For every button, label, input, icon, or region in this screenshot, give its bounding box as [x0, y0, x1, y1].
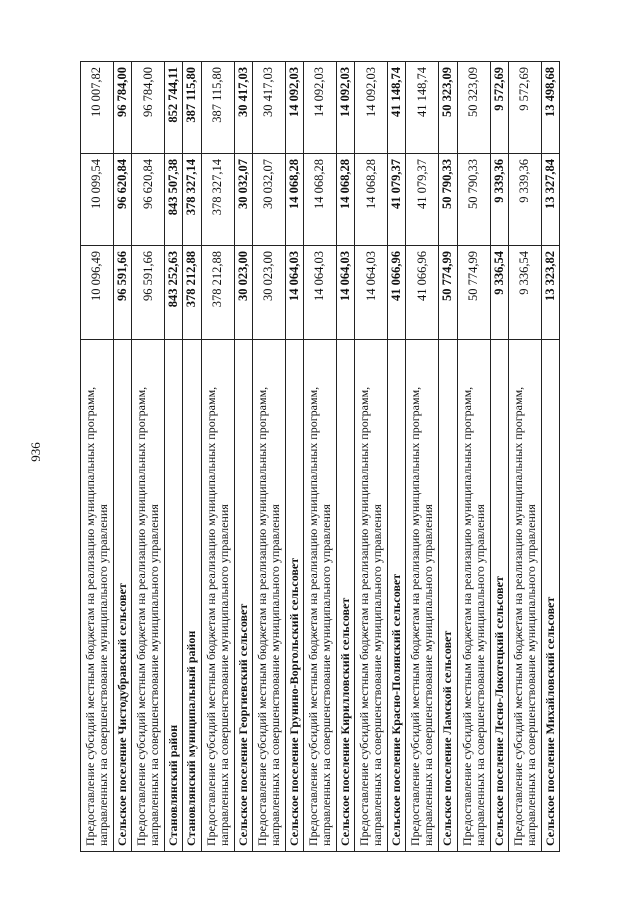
value-cell-1: 10 096,49 [81, 246, 114, 340]
table-row [457, 62, 490, 852]
table-row-section [490, 62, 508, 852]
row-label: Предоставление субсидий местным бюджетам на реализацию муниципальных программ, направленных на совершенствование муниципального управления [355, 340, 388, 852]
budget-table-body [81, 62, 560, 852]
table-row [355, 62, 388, 852]
value-cell-1: 96 591,66 [113, 246, 131, 340]
table-row [132, 62, 165, 852]
table-row [252, 62, 285, 852]
row-label: Предоставление субсидий местным бюджетам на реализацию муниципальных программ, направленных на совершенствование муниципального управления [81, 340, 114, 852]
value-cell-2: 9 339,36 [490, 154, 508, 246]
row-label: Предоставление субсидий местным бюджетам на реализацию муниципальных программ, направленных на совершенствование муниципального управления [201, 340, 234, 852]
table-row [201, 62, 234, 852]
row-label: Предоставление субсидий местным бюджетам на реализацию муниципальных программ, направленных на совершенствование муниципального управления [132, 340, 165, 852]
table-row-section [388, 62, 406, 852]
row-label: Предоставление субсидий местным бюджетам на реализацию муниципальных программ, направленных на совершенствование муниципального управления [508, 340, 541, 852]
value-cell-2: 9 339,36 [508, 154, 541, 246]
value-cell-2: 378 327,14 [201, 154, 234, 246]
value-cell-1: 14 064,03 [303, 246, 336, 340]
value-cell-2: 14 068,28 [285, 154, 303, 246]
value-cell-3: 10 007,82 [81, 62, 114, 154]
value-cell-2: 10 099,54 [81, 154, 114, 246]
table-row-section [336, 62, 354, 852]
value-cell-3: 14 092,03 [336, 62, 354, 154]
value-cell-1: 96 591,66 [132, 246, 165, 340]
table-row-section [165, 62, 183, 852]
row-label: Сельское поселение Красно-Полянский сельсовет [388, 340, 406, 852]
table-row [81, 62, 114, 852]
table-row-section [285, 62, 303, 852]
value-cell-3: 9 572,69 [490, 62, 508, 154]
value-cell-1: 50 774,99 [457, 246, 490, 340]
row-label: Становлянский муниципальный район [183, 340, 201, 852]
page-number: 936 [28, 442, 43, 462]
value-cell-3: 96 784,00 [132, 62, 165, 154]
value-cell-1: 14 064,03 [336, 246, 354, 340]
budget-table [80, 61, 560, 852]
value-cell-1: 9 336,54 [508, 246, 541, 340]
value-cell-3: 50 323,09 [457, 62, 490, 154]
row-label: Предоставление субсидий местным бюджетам на реализацию муниципальных программ, направленных на совершенствование муниципального управления [457, 340, 490, 852]
value-cell-2: 30 032,07 [234, 154, 252, 246]
value-cell-2: 50 790,33 [457, 154, 490, 246]
row-label: Сельское поселение Михайловский сельсовет [541, 340, 559, 852]
row-label: Предоставление субсидий местным бюджетам на реализацию муниципальных программ, направленных на совершенствование муниципального управления [406, 340, 439, 852]
value-cell-1: 14 064,03 [355, 246, 388, 340]
value-cell-2: 13 327,84 [541, 154, 559, 246]
table-row [406, 62, 439, 852]
value-cell-3: 852 744,11 [165, 62, 183, 154]
value-cell-1: 41 066,96 [388, 246, 406, 340]
value-cell-2: 14 068,28 [336, 154, 354, 246]
value-cell-1: 30 023,00 [252, 246, 285, 340]
rotated-table-container [80, 62, 560, 852]
value-cell-3: 50 323,09 [439, 62, 457, 154]
row-label: Сельское поселение Чистодубравский сельсовет [113, 340, 131, 852]
table-row-section [541, 62, 559, 852]
value-cell-2: 14 068,28 [303, 154, 336, 246]
value-cell-1: 14 064,03 [285, 246, 303, 340]
value-cell-2: 14 068,28 [355, 154, 388, 246]
value-cell-1: 13 323,82 [541, 246, 559, 340]
value-cell-3: 14 092,03 [285, 62, 303, 154]
value-cell-2: 50 790,33 [439, 154, 457, 246]
table-row-section [439, 62, 457, 852]
value-cell-1: 9 336,54 [490, 246, 508, 340]
value-cell-3: 41 148,74 [388, 62, 406, 154]
table-row-section [234, 62, 252, 852]
value-cell-2: 378 327,14 [183, 154, 201, 246]
row-label: Предоставление субсидий местным бюджетам на реализацию муниципальных программ, направленных на совершенствование муниципального управления [303, 340, 336, 852]
row-label: Предоставление субсидий местным бюджетам на реализацию муниципальных программ, направленных на совершенствование муниципального управления [252, 340, 285, 852]
value-cell-3: 13 498,68 [541, 62, 559, 154]
value-cell-2: 41 079,37 [406, 154, 439, 246]
row-label: Сельское поселение Грунино-Воргольский сельсовет [285, 340, 303, 852]
table-row-section [183, 62, 201, 852]
value-cell-3: 30 417,03 [234, 62, 252, 154]
row-label: Сельское поселение Ламской сельсовет [439, 340, 457, 852]
row-label: Сельское поселение Лесно-Локотецкий сельсовет [490, 340, 508, 852]
value-cell-2: 30 032,07 [252, 154, 285, 246]
value-cell-2: 96 620,84 [113, 154, 131, 246]
value-cell-3: 30 417,03 [252, 62, 285, 154]
value-cell-1: 378 212,88 [183, 246, 201, 340]
value-cell-1: 41 066,96 [406, 246, 439, 340]
value-cell-2: 96 620,84 [132, 154, 165, 246]
value-cell-3: 96 784,00 [113, 62, 131, 154]
table-row [508, 62, 541, 852]
value-cell-1: 30 023,00 [234, 246, 252, 340]
value-cell-2: 843 507,38 [165, 154, 183, 246]
row-label: Сельское поселение Георгиевский сельсовет [234, 340, 252, 852]
value-cell-3: 9 572,69 [508, 62, 541, 154]
value-cell-1: 378 212,88 [201, 246, 234, 340]
table-row [303, 62, 336, 852]
value-cell-1: 843 252,63 [165, 246, 183, 340]
value-cell-1: 50 774,99 [439, 246, 457, 340]
value-cell-3: 14 092,03 [355, 62, 388, 154]
value-cell-3: 387 115,80 [183, 62, 201, 154]
value-cell-3: 387 115,80 [201, 62, 234, 154]
row-label: Сельское поселение Кирилловский сельсовет [336, 340, 354, 852]
row-label: Становлянский район [165, 340, 183, 852]
table-row-section [113, 62, 131, 852]
value-cell-3: 41 148,74 [406, 62, 439, 154]
value-cell-2: 41 079,37 [388, 154, 406, 246]
value-cell-3: 14 092,03 [303, 62, 336, 154]
